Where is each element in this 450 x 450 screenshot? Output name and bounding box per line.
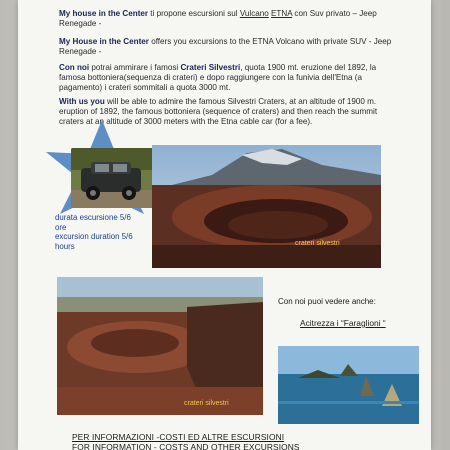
description-italian-a: potrai ammirare i famosi [89,63,181,72]
intro-english [59,37,399,57]
crater-caption-bottom: crateri silvestri [184,400,229,407]
description-italian-b: , quota 1900 mt. eruzione del 1892, la famosa bottoniera(sequenza di crateri) e dopo raggiungere con la funivia dell'Etna (a pagamento) i crateri sommitali a quota 3000 mt. [59,63,377,92]
intro-italian [59,9,389,29]
crater-photo-bottom [57,277,263,415]
intro-english-text: offers you excursions to the ETNA Volcano with private SUV - Jeep Renegade - [59,37,392,56]
faraglioni-photo [278,346,419,424]
intro-italian-text: ti propone escursioni sul [148,9,240,18]
con-noi-lead: Con noi [59,63,90,72]
intro-italian-text-end: con Suv privato – Jeep Renegade - [59,9,377,28]
business-name-en: My House in the Center [59,37,149,46]
crater-caption-top: crateri silvestri [295,240,340,247]
duration-italian: durata escursione 5/6 ore [55,213,131,232]
duration-english: excursion duration 5/6 hours [55,232,133,251]
crateri-silvestri-bold: Crateri Silvestri [180,63,241,72]
see-also-heading: Con noi puoi vedere anche: [278,297,376,306]
etna-word: ETNA [271,9,293,18]
crater-photo-top [152,145,381,268]
flyer-sheet [18,0,431,450]
footer-italian: PER INFORMAZIONI -COSTI ED ALTRE ESCURSIONI [72,432,285,442]
description-italian [59,63,399,93]
acitrezza-link: Acitrezza i “Faraglioni “ [300,318,386,328]
description-english-text: will be able to admire the famous Silvestri Craters, at an altitude of 1900 m. eruption of 1892, the famous bottoniera (sequence of craters) and then reach the summit craters at an altitude of 3000 meters with the Etna cable car (for a fee). [59,97,378,126]
footer-english: FOR INFORMATION - COSTS AND OTHER EXCURSIONS [72,442,300,450]
with-us-lead: With us you [59,97,105,106]
vulcano-word: Vulcano [239,9,269,18]
jeep-photo [71,148,155,208]
business-name: My house in the Center [59,9,149,18]
